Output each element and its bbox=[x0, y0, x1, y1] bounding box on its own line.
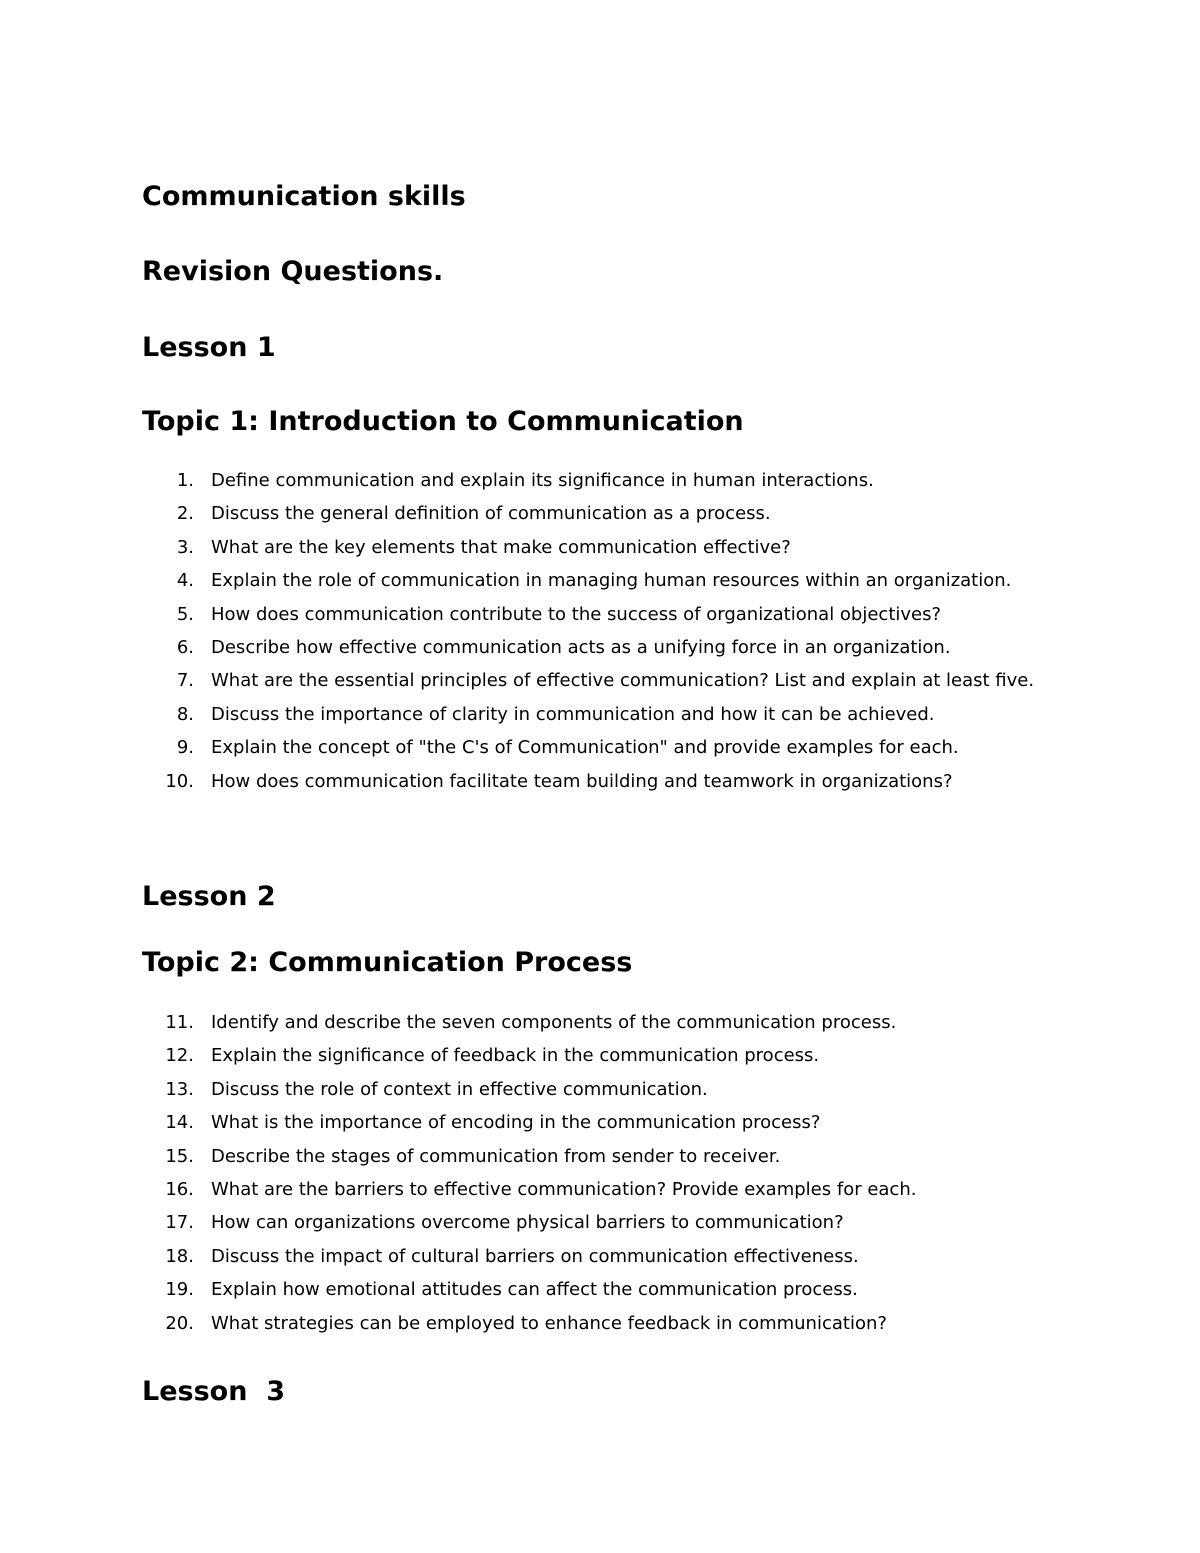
question-number: 18. bbox=[165, 1245, 194, 1267]
question-item bbox=[0, 1143, 1200, 1176]
question-item bbox=[0, 1310, 1200, 1343]
question-item bbox=[0, 1076, 1200, 1109]
question-number: 1. bbox=[176, 470, 194, 491]
question-item bbox=[0, 467, 1200, 500]
question-text: How does communication facilitate team building and teamwork in organizations? bbox=[211, 770, 953, 792]
document-subtitle: Revision Questions. bbox=[142, 256, 444, 287]
question-item bbox=[0, 534, 1200, 567]
question-number: 6. bbox=[176, 636, 194, 658]
question-item bbox=[0, 634, 1200, 667]
question-item bbox=[0, 1176, 1200, 1209]
question-number: 15. bbox=[165, 1145, 194, 1167]
question-item bbox=[0, 734, 1200, 767]
question-number: 7. bbox=[176, 670, 194, 692]
question-text: Explain the role of communication in managing human resources within an organization. bbox=[211, 570, 1012, 592]
question-item bbox=[0, 701, 1200, 734]
question-number: 4. bbox=[176, 570, 194, 592]
question-item bbox=[0, 500, 1200, 533]
question-item bbox=[0, 1009, 1200, 1042]
question-number: 10. bbox=[165, 770, 194, 792]
question-item bbox=[0, 567, 1200, 600]
lesson-2-heading: Lesson 2 bbox=[142, 881, 276, 912]
question-number: 13. bbox=[165, 1078, 194, 1100]
question-number: 8. bbox=[176, 703, 194, 725]
question-text: What strategies can be employed to enhance feedback in communication? bbox=[211, 1312, 887, 1334]
question-item bbox=[0, 667, 1200, 700]
question-number: 14. bbox=[165, 1112, 194, 1134]
question-item bbox=[0, 1042, 1200, 1075]
question-number: 3. bbox=[176, 536, 194, 558]
question-item bbox=[0, 1109, 1200, 1142]
question-item bbox=[0, 1243, 1200, 1276]
question-number: 12. bbox=[165, 1045, 194, 1067]
question-number: 2. bbox=[176, 503, 194, 525]
question-text: Identify and describe the seven components of the communication process. bbox=[211, 1012, 897, 1033]
lesson-2-question-list bbox=[0, 1009, 1200, 1343]
question-text: How does communication contribute to the success of organizational objectives? bbox=[211, 603, 942, 625]
question-number: 11. bbox=[165, 1012, 194, 1033]
question-text: Describe how effective communication acts as a unifying force in an organization. bbox=[211, 636, 951, 658]
question-text: What are the barriers to effective communication? Provide examples for each. bbox=[211, 1178, 917, 1200]
question-text: Discuss the impact of cultural barriers on communication effectiveness. bbox=[211, 1245, 859, 1267]
question-number: 5. bbox=[176, 603, 194, 625]
question-number: 19. bbox=[165, 1279, 194, 1301]
question-item bbox=[0, 1276, 1200, 1309]
question-item bbox=[0, 601, 1200, 634]
question-number: 20. bbox=[165, 1312, 194, 1334]
question-text: Discuss the importance of clarity in communication and how it can be achieved. bbox=[211, 703, 935, 725]
question-number: 16. bbox=[165, 1178, 194, 1200]
question-text: Explain the concept of "the C's of Communication" and provide examples for each. bbox=[211, 737, 959, 759]
topic-1-heading: Topic 1: Introduction to Communication bbox=[142, 406, 744, 437]
question-number: 9. bbox=[176, 737, 194, 759]
question-text: Discuss the role of context in effective communication. bbox=[211, 1078, 708, 1100]
question-text: Define communication and explain its significance in human interactions. bbox=[211, 470, 874, 491]
topic-2-heading: Topic 2: Communication Process bbox=[142, 947, 633, 978]
lesson-1-question-list bbox=[0, 467, 1200, 801]
question-text: What are the key elements that make communication effective? bbox=[211, 536, 791, 558]
question-text: Explain how emotional attitudes can affect the communication process. bbox=[211, 1279, 858, 1301]
question-number: 17. bbox=[165, 1212, 194, 1234]
lesson-1-heading: Lesson 1 bbox=[142, 332, 276, 363]
question-item bbox=[0, 1209, 1200, 1242]
document-title: Communication skills bbox=[142, 181, 466, 212]
question-text: How can organizations overcome physical barriers to communication? bbox=[211, 1212, 844, 1234]
question-text: Discuss the general definition of communication as a process. bbox=[211, 503, 771, 525]
question-text: Describe the stages of communication from sender to receiver. bbox=[211, 1145, 781, 1167]
lesson-3-heading: Lesson 3 bbox=[142, 1376, 286, 1407]
question-text: What is the importance of encoding in the communication process? bbox=[211, 1112, 821, 1134]
question-item bbox=[0, 768, 1200, 801]
question-text: Explain the significance of feedback in the communication process. bbox=[211, 1045, 820, 1067]
question-text: What are the essential principles of effective communication? List and explain at least five. bbox=[211, 670, 1035, 692]
